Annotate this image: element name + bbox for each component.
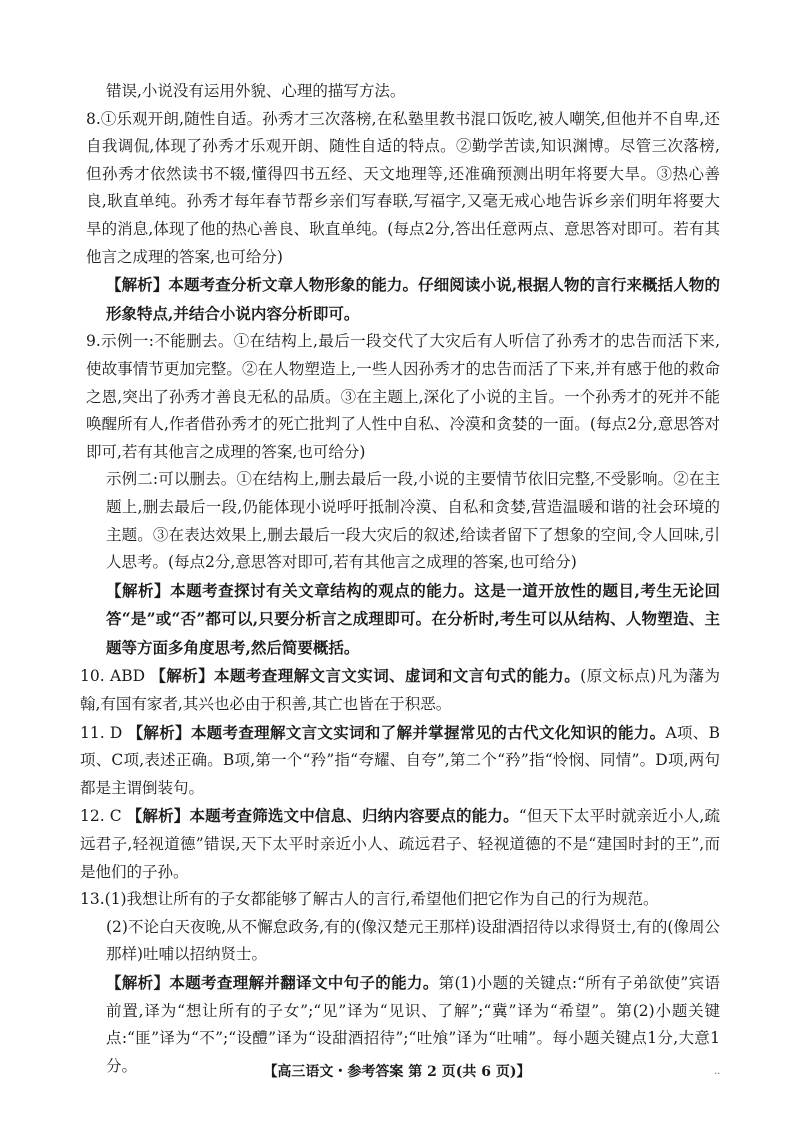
analysis-tag: 【解析】	[150, 666, 215, 686]
answer-q13-part2: (2)不论白天夜晚,从不懈怠政务,有的(像汉楚元王那样)设甜酒招待以求得贤士,有的(像周公那样)吐哺以招纳贤士。	[106, 917, 720, 964]
analysis-tag: 【解析】	[106, 973, 170, 992]
analysis-text: 本题考查分析文章人物形象的能力。仔细阅读小说,根据人物的言行来概括人物的形象特点,并结合小说内容分析即可。	[106, 275, 720, 323]
answer-q11	[80, 719, 720, 803]
answer-q9-example1: 9.示例一:不能删去。①在结构上,最后一段交代了大灾后有人听信了孙秀才的忠告而活下来,使故事情节更加完整。②在人物塑造上,一些人因孙秀才的忠告而活了下来,并有感于他的救命之恩,突出了孙秀才善良无私的品质。③在主题上,深化了小说的主旨。一个孙秀才的死并不能唤醒所有人,作者借孙秀才的死亡批判了人性中自私、冷漠和贪婪的一面。(每点2分,意思答对即可,若有其他言之成理的答案,也可给分)	[86, 332, 721, 461]
analysis-tag: 【解析】	[106, 275, 169, 295]
corner-mark: ..	[714, 1066, 721, 1077]
answer-content	[0, 78, 794, 1080]
analysis-text: 本题考查探讨有关文章结构的观点的能力。这是一道开放性的题目,考生无论回答“是”或“否”都可以,只要分析言之成理即可。在分析时,考生可以从结构、人物塑造、主题等方面多角度思考,然后简要概括。	[106, 580, 720, 657]
answer-q10	[80, 662, 720, 718]
analysis-detail: A项、B项、C项,表述正确。B项,第一个“矜”指“夸耀、自夸”,第二个“矜”指“怜悯、同情”。D项,两句都是主谓倒装句。	[80, 723, 720, 797]
analysis-tag: 【解析】	[126, 806, 190, 826]
answer-q9-example2: 示例二:可以删去。①在结构上,删去最后一段,小说的主要情节依旧完整,不受影响。②在主题上,删去最后一段,仍能体现小说呼吁抵制冷漠、自私和贪婪,营造温暖和谐的社会环境的主题。③在表达效果上,删去最后一段大灾后的叙述,给读者留下了想象的空间,令人回味,引人思考。(每点2分,意思答对即可,若有其他言之成理的答案,也可给分)	[106, 470, 720, 572]
analysis-tag: 【解析】	[106, 580, 171, 600]
answer-choice: 10. ABD	[80, 667, 151, 686]
analysis-q9	[106, 577, 720, 663]
answer-q12	[80, 802, 720, 886]
analysis-detail: “但天下太平时就亲近小人,疏远君子,轻视道德”错误,天下太平时亲近小人、疏远君子、轻视道德的不是“建国时封的王”,而是他们的子孙。	[80, 807, 720, 881]
analysis-text: 本题考查理解并翻译文中句子的能力。	[169, 973, 439, 992]
analysis-text: 本题考查理解文言文实词、虚词和文言句式的能力。	[214, 666, 581, 686]
answer-q8: 8.①乐观开朗,随性自适。孙秀才三次落榜,在私塾里教书混口饭吃,被人嘲笑,但他并不自卑,还自我调侃,体现了孙秀才乐观开朗、随性自适的特点。②勤学苦读,知识渊博。尽管三次落榜,但孙秀才依然读书不辍,懂得四书五经、天文地理等,还准确预测出明年将要大旱。③热心善良,耿直单纯。孙秀才每年春节帮乡亲们写春联,写福字,又毫无戒心地告诉乡亲们明年将要大旱的消息,体现了他的热心善良、耿直单纯。(每点2分,答出任意两点、意思答对即可。若有其他言之成理的答案,也可给分)	[86, 109, 720, 266]
paragraph-q7-tail: 错误,小说没有运用外貌、心理的描写方法。	[106, 82, 406, 100]
analysis-text: 本题考查理解文言文实词和了解并掌握常见的古代文化知识的能力。	[190, 722, 666, 742]
analysis-text: 本题考查筛选文中信息、归纳内容要点的能力。	[189, 806, 519, 826]
analysis-detail: 第(1)小题的关键点:“所有子弟欲使”宾语前置,译为“想让所有的子女”;“见”译为“见识、了解”;“冀”译为“希望”。第(2)小题关键点:“匪”译为“不”;“设醴”译为“设甜酒招待”;“吐飧”译为“吐哺”。每小题关键点1分,大意1分。	[106, 974, 720, 1075]
answer-q13-part1: 13.(1)我想让所有的子女都能够了解古人的言行,希望他们把它作为自己的行为规范。	[80, 890, 659, 909]
answer-choice: 12. C	[80, 807, 127, 826]
page-footer: 【高三语文・参考答案 第 2 页(共 6 页)】	[263, 1064, 531, 1080]
analysis-tag: 【解析】	[127, 722, 191, 742]
analysis-q8	[106, 271, 720, 328]
answer-choice: 11. D	[80, 723, 128, 742]
analysis-detail: (原文标点)凡为藩为翰,有国有家者,其兴也必由于积善,其亡也皆在于积恶。	[80, 667, 720, 714]
